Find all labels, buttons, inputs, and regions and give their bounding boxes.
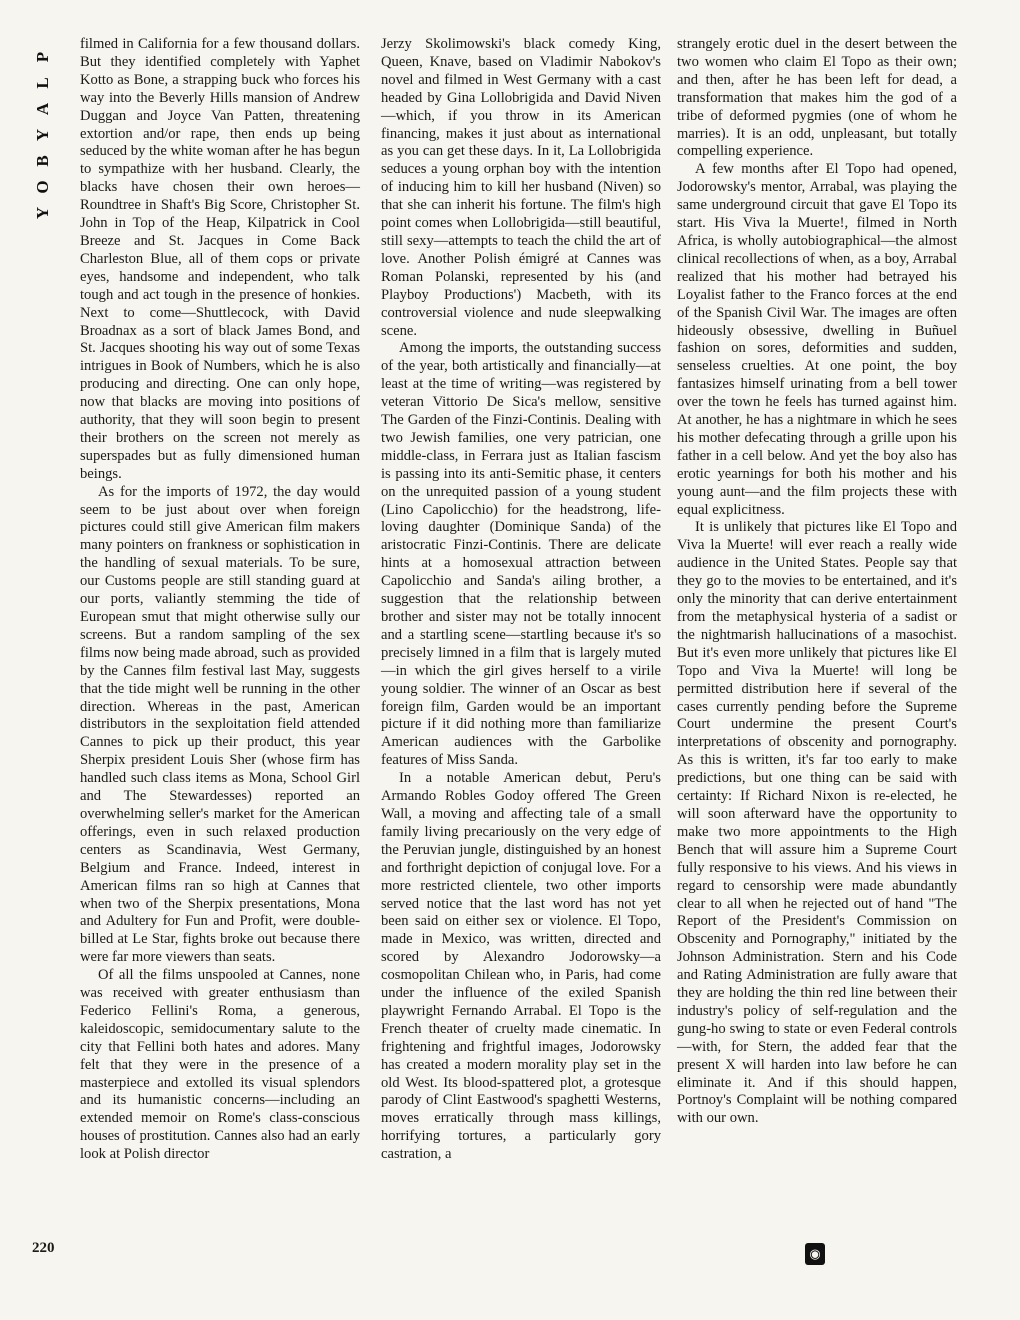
text-column-1: [80, 36, 360, 1164]
masthead-letter: B: [33, 155, 52, 167]
paragraph: Of all the films unspooled at Cannes, none was received with greater enthusiasm than Federico Fellini's Roma, a generous, kaleidoscopic, semidocumentary salute to the city that Fellini both hates and adores. Many felt that they were in the presence of a masterpiece and extolled its visual splendors and its humanistic concerns—including an extended memoir on Rome's class-conscious houses of prostitution. Cannes also had an early look at Polish director: [80, 967, 360, 1163]
masthead-letter: Y: [33, 128, 52, 142]
masthead-letter: P: [33, 51, 52, 63]
text-column-2: [381, 36, 661, 1164]
paragraph: Among the imports, the outstanding success of the year, both artistically and financially—at least at the time of writing—was registered by veteran Vittorio De Sica's mellow, sensitive The Garden of the Finzi-Continis. Dealing with two Jewish families, one very patrician, one middle-class, in Ferrara just as Italian fascism is passing into its anti-Semitic phase, it centers on the unrequited passion of a young student (Lino Capolicchio) for the headstrong, life-loving daughter (Dominique Sanda) of the aristocratic Finzi-Continis. There are delicate hints at a homosexual attraction between Capolicchio and Sanda's ailing brother, a suggestion that the relationship between brother and sister may not be totally innocent and a startling scene—startling because it's so precisely limned in a film that is largely muted—in which the girl gives herself to a virile young soldier. The winner of an Oscar as best foreign film, Garden would be an important picture if it did nothing more than familiarize American audiences with the Garbolike features of Miss Sanda.: [381, 340, 661, 769]
masthead-letter: O: [33, 180, 52, 194]
bunny-logo-icon: ◉: [805, 1243, 825, 1265]
paragraph: It is unlikely that pictures like El Topo and Viva la Muerte! will ever reach a really wide audience in the United States. People say that they go to the movies to be entertained, and it's only the minority that can derive entertainment from the metaphysical hysteria of a sadist or the nightmarish hallucinations of a masochist. But it's even more unlikely that pictures like El Topo and Viva la Muerte! will long be permitted distribution here if several of the cases currently pending before the Supreme Court undermine the present Court's interpretations of obscenity and pornography. As this is written, it's far too early to make predictions, but one thing can be said with certainty: If Richard Nixon is re-elected, he will soon afterward have the opportunity to make two more appointments to the High Bench that will assure him a Supreme Court fully responsive to his views. And his views in regard to censorship were made abundantly clear to all when he rejected out of hand "The Report of the President's Commission on Obscenity and Pornography," initiated by the Johnson Administration. Stern and his Code and Rating Administration are fully aware that they are holding the thin red line between their industry's policy of self-regulation and the gung-ho swing to state or even Federal controls—with, for Stern, the added fear that the present X will harden into law before he can eliminate it. And if this should happen, Portnoy's Complaint will be nothing compared with our own.: [677, 519, 957, 1127]
paragraph: strangely erotic duel in the desert between the two women who claim El Topo as their own; and then, after he has been left for dead, a transformation that makes him the god of a tribe of deformed pygmies (one of whom he marries). It is an odd, unpleasant, but totally compelling experience.: [677, 36, 957, 160]
masthead-letter: Y: [33, 206, 52, 220]
paragraph: A few months after El Topo had opened, Jodorowsky's mentor, Arrabal, was playing the same underground circuit that gave El Topo its start. His Viva la Muerte!, filmed in North Africa, is wholly autobiographical—the almost clinical recollections of when, as a boy, Arrabal realized that his mother had betrayed his Loyalist father to the Franco forces at the end of the Spanish Civil War. The images are often hideously obsessive, dwelling in Buñuel fashion on sores, deformities and sudden, senseless cruelties. At one point, the boy fantasizes himself urinating from a bell tower over the town he feels has turned against him. At another, he has a nightmare in which he sees his mother defecating through a grille upon his father in a cell below. And yet the boy also has erotic yearnings for both his mother and his young aunt—and the film projects these with equal explicitness.: [677, 161, 957, 518]
paragraph: As for the imports of 1972, the day would seem to be just about over when foreign pictures could still give American film makers many pointers on frankness or sophistication in the handling of sexual materials. To be sure, our Customs people are still standing guard at our ports, valiantly stemming the tide of European smut that might otherwise sully our screens. But a random sampling of the sex films now being made abroad, such as provided by the Cannes film festival last May, suggests that the tide might well be running in the other direction. Whereas in the past, American distributors in the sexploitation field attended Cannes to pick up their product, this year Sherpix president Louis Sher (whose firm has handled such class items as Mona, School Girl and The Stewardesses) reported an overwhelming seller's market for the American offerings, even in such relaxed production centers as Scandinavia, West Germany, Belgium and France. Indeed, interest in American films ran so high at Cannes that when two of the Sherpix presentations, Mona and Adultery for Fun and Profit, were double-billed at Le Star, fights broke out because there were far more viewers than seats.: [80, 483, 360, 966]
masthead-letter: A: [33, 102, 52, 116]
page-number: 220: [32, 1240, 55, 1256]
masthead-letter: L: [33, 77, 52, 89]
paragraph: Jerzy Skolimowski's black comedy King, Queen, Knave, based on Vladimir Nabokov's novel and filmed in West Germany with a cast headed by Gina Lollobrigida and David Niven—which, if you throw in its American financing, makes it just about as international as you can get these days. In it, La Lollobrigida seduces a young orphan boy with the intention of inducing him to kill her husband (Niven) so that she can inherit his fortune. The film's high point comes when Lollobrigida—still beautiful, still sexy—attempts to teach the child the art of love. Another Polish émigré at Cannes was Roman Polanski, represented by his (and Playboy Productions') Macbeth, with its controversial violence and nude sleepwalking scene.: [381, 36, 661, 339]
magazine-masthead: [28, 44, 58, 226]
paragraph: filmed in California for a few thousand dollars. But they identified completely with Yaphet Kotto as Bone, a strapping buck who forces his way into the Beverly Hills mansion of Andrew Duggan and Joyce Van Patten, threatening extortion and/or rape, then ends up being seduced by the white woman after he has begun to sympathize with her husband. Clearly, the blacks have chosen their own heroes—Roundtree in Shaft's Big Score, Christopher St. John in Top of the Heap, Kilpatrick in Cool Breeze and St. Jacques in Come Back Charleston Blue, all of them cops or private eyes, handsome and independent, who talk tough and act tough in the presence of honkies. Next to come—Shuttlecock, with David Broadnax as a sort of black James Bond, and St. Jacques shooting his way out of some Texas intrigues in Book of Numbers, which he is also producing and directing. One can only hope, now that blacks are moving into positions of authority, that they will soon begin to present their brothers on the screen not merely as superspades but as fully dimensioned human beings.: [80, 36, 360, 482]
text-column-3: [677, 36, 957, 1128]
paragraph: In a notable American debut, Peru's Armando Robles Godoy offered The Green Wall, a moving and affecting tale of a small family living precariously on the very edge of the Peruvian jungle, distinguished by an honest and forthright depiction of conjugal love. For a more restricted clientele, two other imports served notice that the last word has not yet been said on either sex or violence. El Topo, made in Mexico, was written, directed and scored by Alexandro Jodorowsky—a cosmopolitan Chilean who, in Paris, had come under the influence of the exiled Spanish playwright Fernando Arrabal. El Topo is the French theater of cruelty made cinematic. In frightening and frightful images, Jodorowsky has created a modern morality play set in the old West. Its blood-spattered plot, a grotesque parody of Clint Eastwood's spaghetti Westerns, moves erratically through mass killings, horrifying tortures, a particularly gory castration, a: [381, 770, 661, 1163]
